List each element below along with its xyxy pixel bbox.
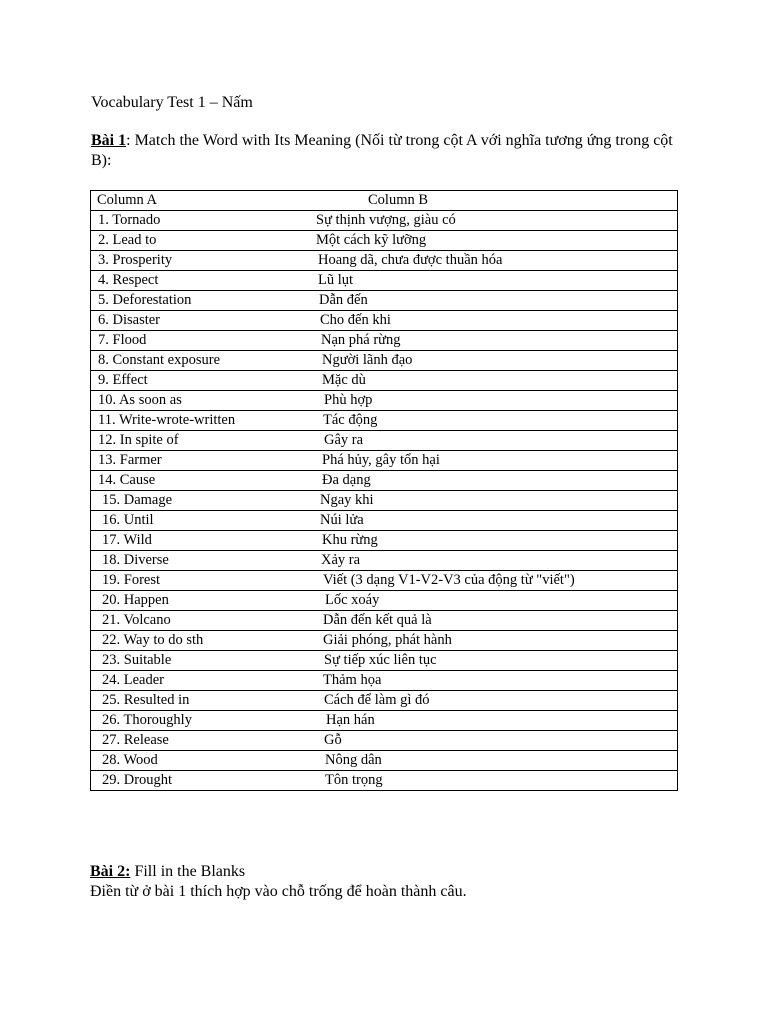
vocabulary-table (90, 190, 678, 791)
table-row (91, 311, 678, 331)
column-b-cell: Phá hủy, gây tổn hại (316, 451, 678, 471)
column-a-header: Column A (91, 191, 317, 211)
document-title: Vocabulary Test 1 – Nấm (91, 94, 253, 111)
column-a-cell: 4. Respect (91, 271, 317, 291)
column-b-cell: Lốc xoáy (316, 591, 678, 611)
column-b-cell: Viết (3 dạng V1-V2-V3 của động từ "viết") (316, 571, 678, 591)
column-a-cell: 9. Effect (91, 371, 317, 391)
column-a-cell: 26. Thoroughly (91, 711, 317, 731)
column-b-cell: Thảm họa (316, 671, 678, 691)
column-a-cell: 8. Constant exposure (91, 351, 317, 371)
column-b-cell: Cho đến khi (316, 311, 678, 331)
table-row (91, 631, 678, 651)
table-row (91, 611, 678, 631)
column-b-cell: Gỗ (316, 731, 678, 751)
table-row (91, 391, 678, 411)
table-row (91, 711, 678, 731)
table-row (91, 751, 678, 771)
column-a-cell: 3. Prosperity (91, 251, 317, 271)
column-b-cell: Người lãnh đạo (316, 351, 678, 371)
column-b-cell: Sự thịnh vượng, giàu có (316, 211, 678, 231)
table-row (91, 291, 678, 311)
table-row (91, 591, 678, 611)
table-row (91, 511, 678, 531)
column-b-cell: Mặc dù (316, 371, 678, 391)
column-a-cell: 22. Way to do sth (91, 631, 317, 651)
table-row (91, 231, 678, 251)
exercise-2-instruction: Điền từ ở bài 1 thích hợp vào chỗ trống để hoàn thành câu. (90, 883, 467, 900)
column-b-cell: Khu rừng (316, 531, 678, 551)
column-a-cell: 14. Cause (91, 471, 317, 491)
exercise-2-heading (90, 862, 467, 882)
column-a-cell: 7. Flood (91, 331, 317, 351)
column-b-cell: Hạn hán (316, 711, 678, 731)
column-b-cell: Xảy ra (316, 551, 678, 571)
table-row (91, 691, 678, 711)
table-row (91, 651, 678, 671)
column-a-cell: 19. Forest (91, 571, 317, 591)
column-b-cell: Giải phóng, phát hành (316, 631, 678, 651)
column-a-cell: 28. Wood (91, 751, 317, 771)
column-a-cell: 27. Release (91, 731, 317, 751)
table-row (91, 451, 678, 471)
column-a-cell: 29. Drought (91, 771, 317, 791)
column-b-cell: Nông dân (316, 751, 678, 771)
table-row (91, 431, 678, 451)
table-row (91, 371, 678, 391)
column-a-cell: 2. Lead to (91, 231, 317, 251)
column-b-cell: Hoang dã, chưa được thuần hóa (316, 251, 678, 271)
column-b-cell: Tôn trọng (316, 771, 678, 791)
column-b-cell: Núi lửa (316, 511, 678, 531)
column-b-cell: Nạn phá rừng (316, 331, 678, 351)
column-a-cell: 15. Damage (91, 491, 317, 511)
table-row (91, 251, 678, 271)
column-a-cell: 1. Tornado (91, 211, 317, 231)
table-row (91, 551, 678, 571)
column-a-cell: 23. Suitable (91, 651, 317, 671)
exercise-2-title: Fill in the Blanks (130, 863, 246, 880)
table-row (91, 331, 678, 351)
table-header-row (91, 191, 678, 211)
exercise-1-heading (91, 131, 681, 171)
column-b-cell: Gây ra (316, 431, 678, 451)
column-a-cell: 10. As soon as (91, 391, 317, 411)
table-row (91, 731, 678, 751)
column-b-cell: Phù hợp (316, 391, 678, 411)
exercise-1-instruction: : Match the Word with Its Meaning (Nối từ trong cột A với nghĩa tương ứng trong cột B): (91, 132, 673, 169)
table-row (91, 471, 678, 491)
column-b-cell: Một cách kỹ lưỡng (316, 231, 678, 251)
column-a-cell: 5. Deforestation (91, 291, 317, 311)
column-a-cell: 13. Farmer (91, 451, 317, 471)
column-b-cell: Tác động (316, 411, 678, 431)
exercise-1-label: Bài 1 (91, 132, 127, 149)
exercise-2-section (90, 862, 467, 902)
table-row (91, 351, 678, 371)
table-row (91, 211, 678, 231)
table-row (91, 771, 678, 791)
column-a-cell: 11. Write-wrote-written (91, 411, 317, 431)
exercise-2-label: Bài 2: (90, 863, 131, 880)
column-b-cell: Dẫn đến (316, 291, 678, 311)
column-b-cell: Ngay khi (316, 491, 678, 511)
table-row (91, 531, 678, 551)
column-b-cell: Dẫn đến kết quả là (316, 611, 678, 631)
column-a-cell: 16. Until (91, 511, 317, 531)
table-row (91, 491, 678, 511)
column-a-cell: 18. Diverse (91, 551, 317, 571)
column-a-cell: 25. Resulted in (91, 691, 317, 711)
column-b-cell: Cách để làm gì đó (316, 691, 678, 711)
column-b-cell: Sự tiếp xúc liên tục (316, 651, 678, 671)
table-row (91, 271, 678, 291)
column-a-cell: 24. Leader (91, 671, 317, 691)
table-row (91, 571, 678, 591)
column-a-cell: 21. Volcano (91, 611, 317, 631)
column-b-cell: Lũ lụt (316, 271, 678, 291)
column-b-header: Column B (368, 192, 429, 208)
table-row (91, 411, 678, 431)
column-a-cell: 12. In spite of (91, 431, 317, 451)
table-row (91, 671, 678, 691)
column-a-cell: 17. Wild (91, 531, 317, 551)
column-a-cell: 20. Happen (91, 591, 317, 611)
column-b-cell: Đa dạng (316, 471, 678, 491)
column-a-cell: 6. Disaster (91, 311, 317, 331)
